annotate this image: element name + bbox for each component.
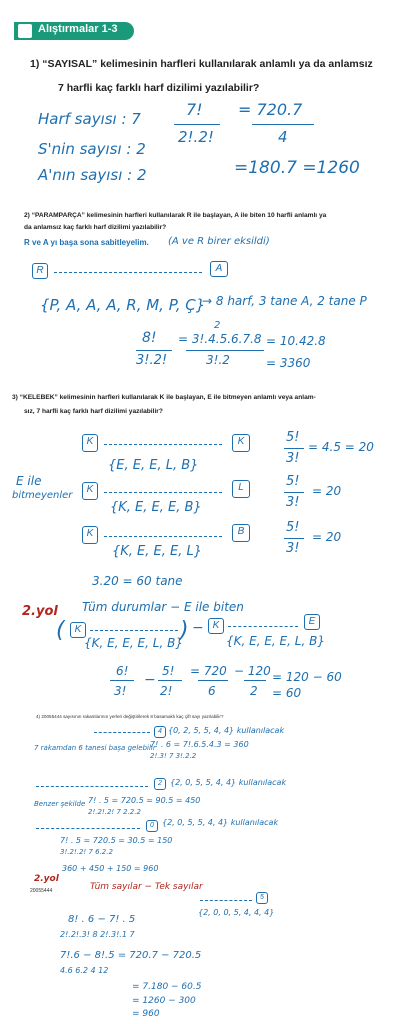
q4-yol2-set: {2, 0, 0, 5, 4, 4, 4} [198,908,275,917]
q3-f2-num: 5! [162,664,175,678]
q1-letter-count: Harf sayısı : 7 [38,110,141,128]
section-title: Alıştırmalar 1-3 [38,23,118,35]
q3-total: 3.20 = 60 tane [92,574,183,588]
q1-a-count: A'nın sayısı : 2 [38,166,147,184]
q4-expr2b: 4.6 6.2 4 12 [60,966,109,975]
q3-row1-set: {E, E, E, L, B} [108,458,199,473]
q4-row-sum: 360 + 450 + 150 = 960 [62,864,159,873]
q4-row2-note: Benzer şekilde [34,800,86,808]
q4-row3-calc2: 3!.2!.2! 7 6.2.2 [60,848,113,856]
q3-f4-den: 2 [250,684,258,698]
q4-row1-set: {0, 2, 5, 5, 4, 4} kullanılacak [168,726,285,735]
q3-f4-num: − 120 [234,664,271,678]
q4-row1-note: 7 rakamdan 6 tanesi başa gelebilir [34,744,156,752]
q3-row2-blanks [104,492,222,493]
q4-yol2-desc: Tüm sayılar − Tek sayılar [90,882,203,892]
q3-f2-den: 2! [160,684,173,698]
q2-text-line2: da anlamsız kaç farklı harf dizilimi yazılabilir? [24,224,167,231]
q1-result: =180.7 =1260 [234,158,360,178]
q4-expr4: = 1260 − 300 [132,996,196,1006]
q2-letter-set: {P, A, A, A, R, M, P, Ç} [40,296,206,314]
q4-yol2-blanks [200,900,252,901]
q4-row2-blanks [36,786,148,787]
q2-fraction-bar [136,350,172,351]
q3-row3-num: 5! [286,520,300,535]
q2-hint: R ve A yı başa sona sabitleyelim. [24,238,149,247]
q2-set-note: → 8 harf, 3 tane A, 2 tane P [202,294,367,308]
q4-row2-calc2: 2!.2!.2! 7 2.2.2 [88,808,141,816]
q3-row1-num: 5! [286,430,300,445]
q3-yol2-desc: Tüm durumlar − E ile biten [82,600,244,614]
q1-eq-denominator: 4 [278,128,288,146]
q3-side-note1: E ile [16,474,42,488]
q3-row2-set: {K, E, E, E, B} [110,500,202,515]
q3-yol2-open-paren: ( [56,618,65,643]
q2-calc-denominator: 3!.2 [206,353,230,367]
q3-yol2-label: 2.yol [22,604,58,619]
q4-row3-blanks [36,828,140,829]
q4-row2-calc: 7! . 5 = 720.5 = 90.5 = 450 [88,796,201,805]
q3-row3-den: 3! [286,541,300,556]
q4-expr1b: 2!.2!.3! 8 2!.3!.1 7 [60,930,135,939]
q1-frac-numerator: 7! [186,100,203,119]
q4-expr3: = 7.180 − 60.5 [132,982,202,992]
q4-row3-set: {2, 0, 5, 5, 4, 4} kullanılacak [162,818,279,827]
q2-box-a: A [210,261,228,277]
q3-row3-set: {K, E, E, E, L} [112,544,203,559]
q4-row2-box: 2 [154,778,166,790]
q4-row3-calc: 7! . 5 = 720.5 = 30.5 = 150 [60,836,173,845]
q3-f3-den: 6 [208,684,216,698]
q3-row3-bar [284,538,304,539]
q2-hint-note: (A ve R birer eksildi) [168,236,270,247]
q3-yol2-set1: {K, E, E, E, L, B} [84,636,183,650]
q3-yol2-box3: E [304,614,320,630]
q3-yol2-minus: − [192,620,204,636]
q4-row1-calc: 7! . 6 = 7!.6.5.4.3 = 360 [150,740,249,749]
q4-yol2-box: 5 [256,892,268,904]
q3-f1-bar [110,680,134,681]
q1-fraction-bar [174,124,220,125]
q3-row1-left-box: K [82,434,98,452]
q4-expr2: 7!.6 − 8!.5 = 720.7 − 720.5 [60,950,202,961]
q3-row2-bar [284,492,304,493]
q3-f1-den: 3! [114,684,127,698]
q3-row3-right-box: B [232,524,250,542]
q1-text-line2: 7 harfli kaç farklı harf dizilimi yazılabilir? [58,82,260,94]
q3-row1-bar [284,448,304,449]
q4-number: 20055444 [30,888,53,894]
q3-row1-right-box: K [232,434,250,452]
q3-yol2-box1: K [70,622,86,638]
q3-yol2-box2: K [208,618,224,634]
q2-calc-top: 2 [214,320,221,331]
q4-expr5: = 960 [132,1009,160,1019]
q2-blank-slots [54,272,202,273]
q3-yol2-blanks2 [228,626,298,627]
q1-eq-numerator: = 720.7 [238,100,303,119]
q2-frac-denominator: 3!.2! [136,353,168,368]
q2-box-r: R [32,263,48,279]
q4-yol2-label: 2.yol [34,874,59,884]
q3-side-note2: bitmeyenler [12,490,73,501]
q3-text-line2: sız, 7 harfli kaç farklı harf dizilimi yazılabilir? [24,408,163,415]
q3-row2-right-box: L [232,480,250,498]
q4-row1-blanks [94,732,150,733]
q4-text: 4) 20055444 sayısının rakamlarının yerleri değiştirilerek 8 basamaklı kaç çift sayı yazılabilir? [36,714,224,719]
q3-f3-num: = 720 [190,664,227,678]
q2-calc-result: = 10.42.8 [266,334,326,348]
q3-f1-num: 6! [116,664,129,678]
q1-s-count: S'nin sayısı : 2 [38,140,146,158]
q3-f2-bar [158,680,182,681]
q3-row2-left-box: K [82,482,98,500]
q2-calc-result2: = 3360 [266,356,311,370]
q2-text-line1: 2) “PARAMPARÇA” kelimesinin harfleri kullanılarak R ile başlayan, A ile biten 10 harfli anlamlı ya [24,212,327,219]
q3-row1-res: = 4.5 = 20 [308,440,374,454]
q3-f-result: = 120 − 60 [272,670,342,684]
q4-row2-set: {2, 0, 5, 5, 4, 4} kullanılacak [170,778,287,787]
q3-f4-bar [244,680,266,681]
q1-text-line1: 1) “SAYISAL” kelimesinin harfleri kullanılarak anlamlı ya da anlamsız [30,58,373,70]
q3-row3-res: = 20 [312,530,342,544]
q3-row3-blanks [104,536,222,537]
q3-row3-left-box: K [82,526,98,544]
q4-row1-box: 4 [154,726,166,738]
q4-row1-calc2: 2!.3! 7 3!.2.2 [150,752,197,760]
q2-calc-bar [186,350,264,351]
q3-yol2-close-paren: ) [180,618,189,643]
q2-frac-numerator: 8! [142,330,157,346]
q2-calc-numerator: = 3!.4.5.6.7.8 [178,332,262,346]
q3-f3-bar [198,680,228,681]
q3-row2-num: 5! [286,474,300,489]
q1-frac-denominator: 2!.2! [178,128,214,146]
q3-row2-den: 3! [286,495,300,510]
exercise-icon [18,24,32,38]
q3-f-minus: − [144,672,156,688]
q3-yol2-blanks1 [90,630,178,631]
q3-row2-res: = 20 [312,484,342,498]
q4-row3-box: 0 [146,820,158,832]
q3-f-result2: = 60 [272,686,302,700]
q3-row1-den: 3! [286,451,300,466]
q3-text-line1: 3) “KELEBEK” kelimesinin harfleri kullanılarak K ile başlayan, E ile bitmeyen anlamlı veya anlam- [12,394,316,401]
q3-yol2-set2: {K, E, E, E, L, B} [226,634,325,648]
q3-row1-blanks [104,444,222,445]
q1-eq-fraction-bar [252,124,314,125]
q4-expr1: 8! . 6 − 7! . 5 [68,914,136,925]
